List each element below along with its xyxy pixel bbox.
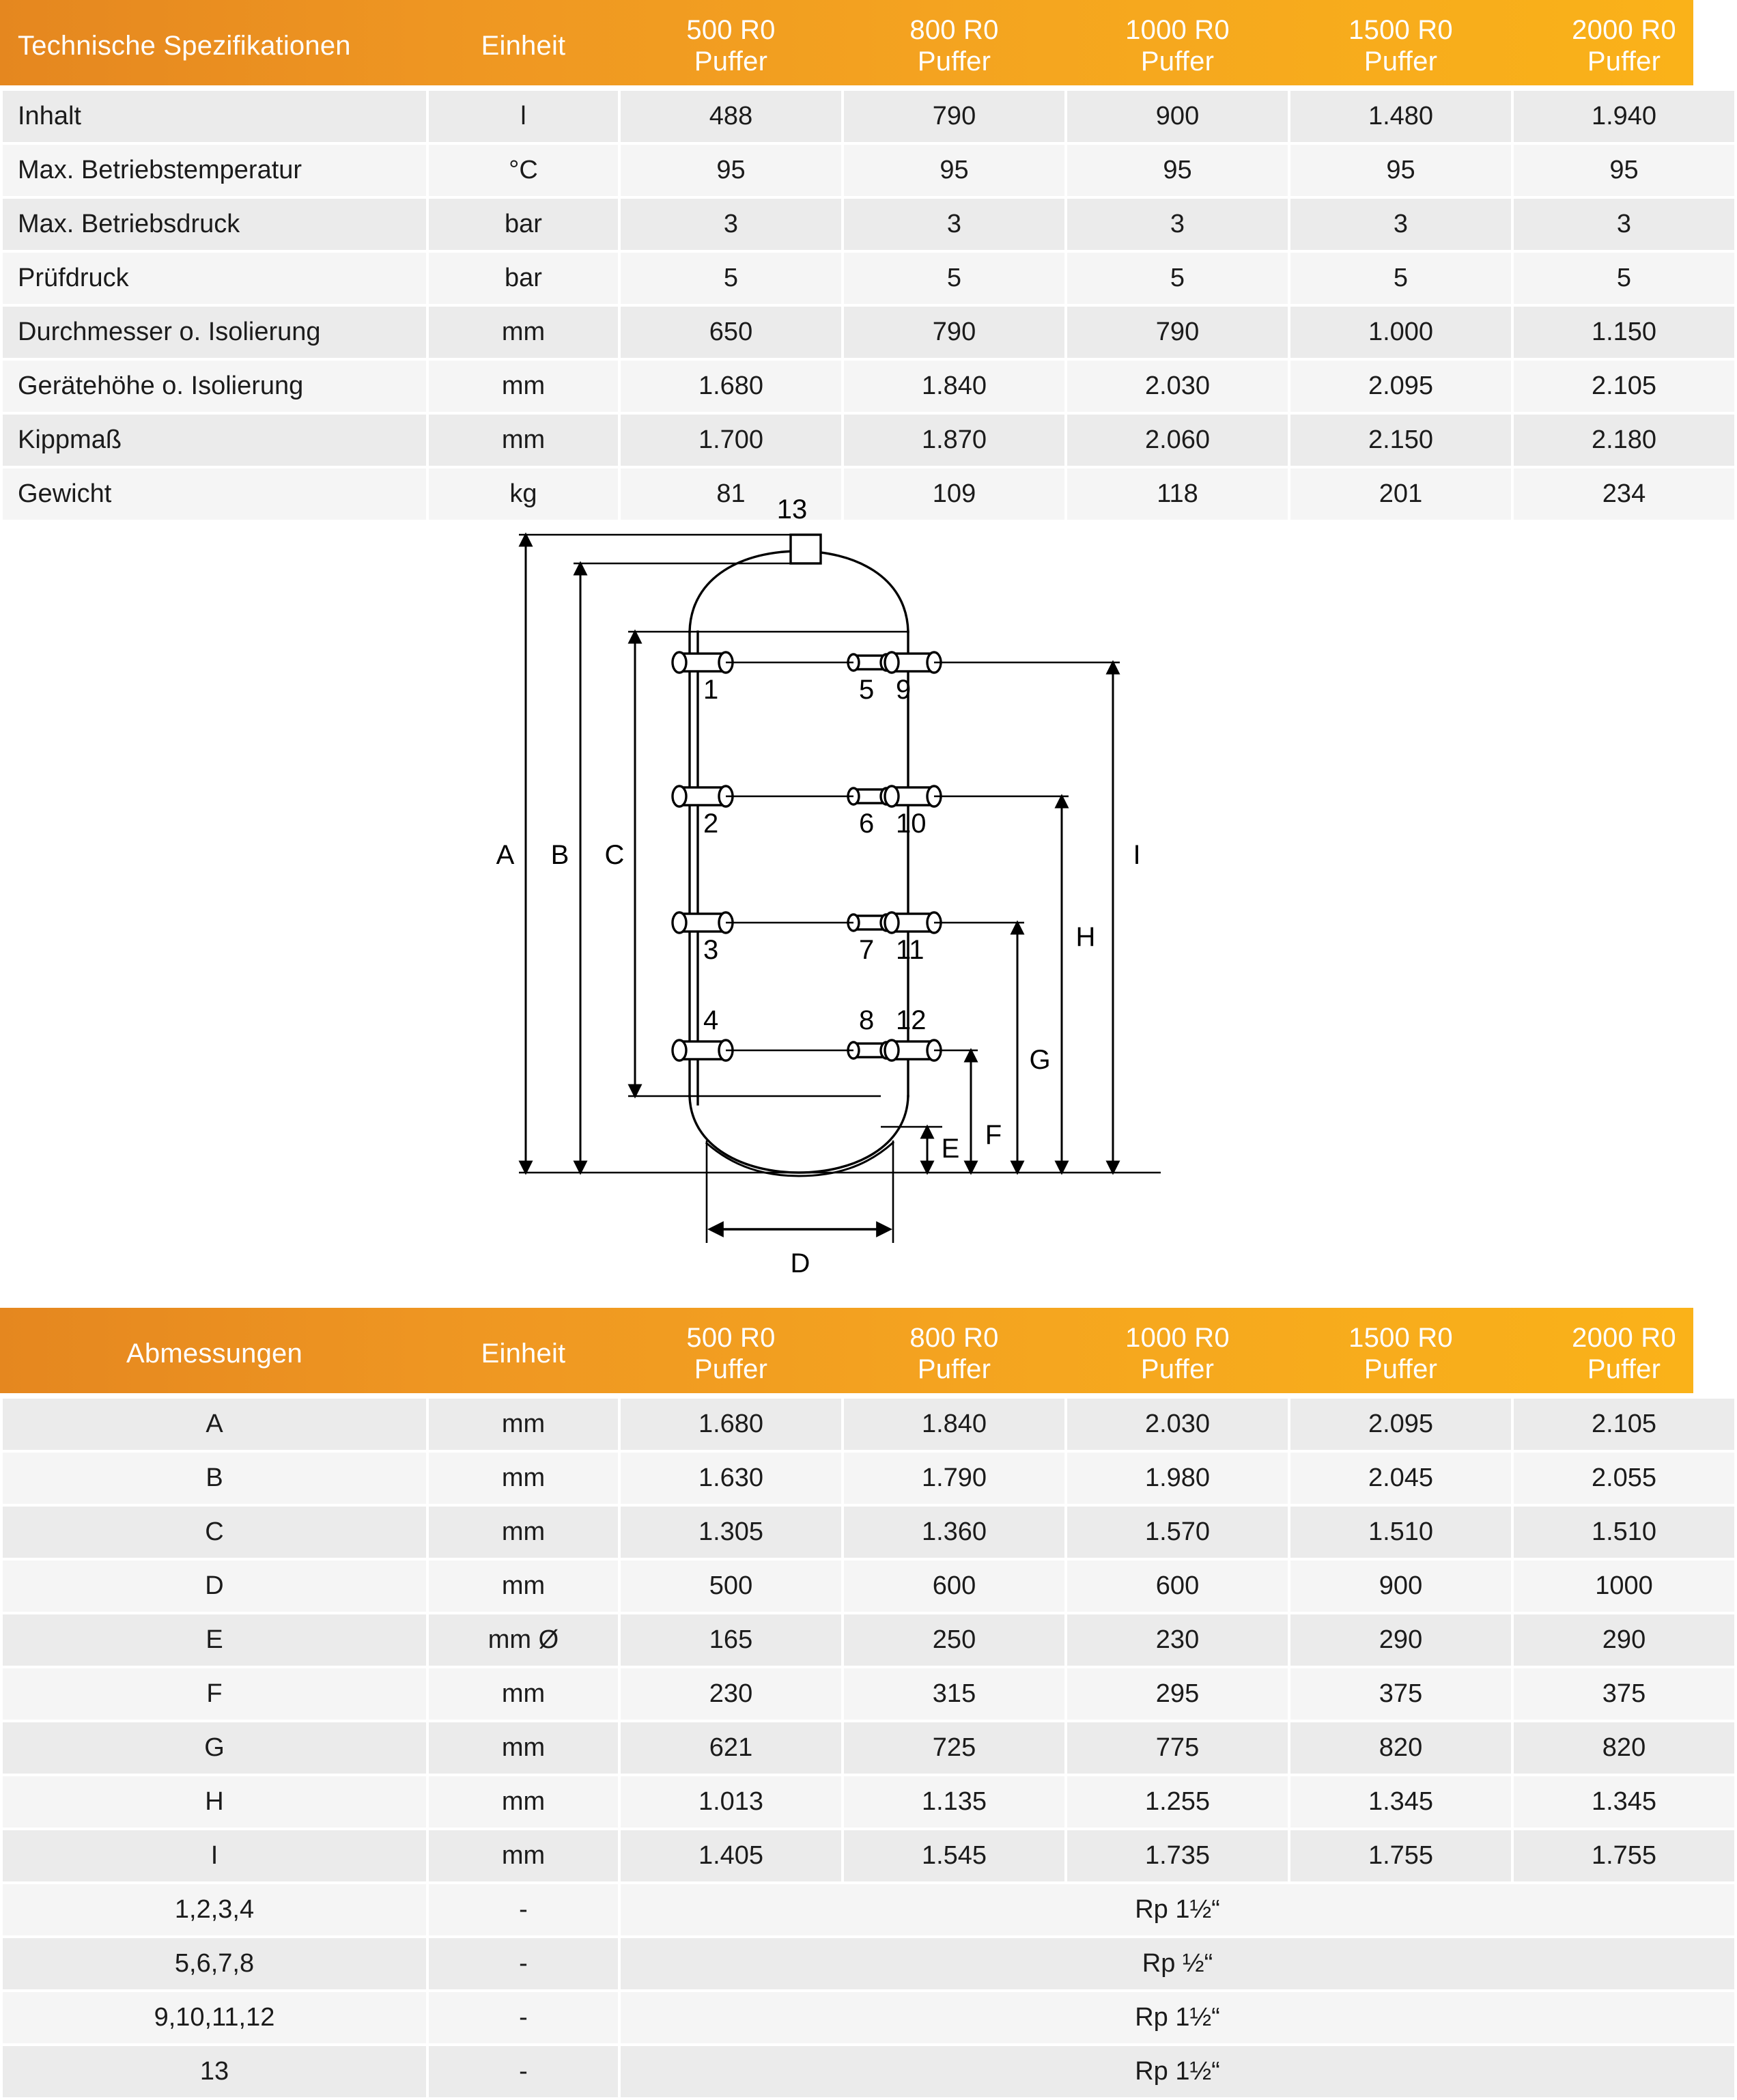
diagram-label-4: 4 (703, 1005, 719, 1035)
dims-row-unit: mm (429, 1560, 618, 1612)
dims-cell-800: 725 (844, 1722, 1064, 1774)
spec-cell-1000: 2.030 (1067, 361, 1288, 412)
diagram-dim-B: B (550, 840, 569, 870)
dims-cell-1000: 295 (1067, 1668, 1288, 1720)
dims-cell-800: 315 (844, 1668, 1064, 1720)
diagram-label-5: 5 (859, 675, 875, 705)
dims-table (0, 1308, 1737, 2100)
spec-cell-2000: 2.180 (1514, 415, 1734, 466)
connection-row-value: Rp ½“ (621, 1938, 1734, 1989)
spec-cell-800: 790 (844, 307, 1064, 358)
spec-header-1500r0 (1290, 3, 1511, 88)
dims-cell-1500: 375 (1290, 1668, 1511, 1720)
dims-row-label: A (3, 1399, 426, 1450)
dims-table-wrapper (0, 1308, 1693, 2100)
dims-cell-1000: 1.255 (1067, 1776, 1288, 1828)
spec-cell-2000: 5 (1514, 253, 1734, 304)
spec-header-title: Technische Spezifikationen (18, 30, 351, 61)
spec-cell-800: 1.870 (844, 415, 1064, 466)
port-nozzle-11 (885, 912, 941, 933)
spec-cell-2000: 3 (1514, 199, 1734, 250)
dims-cell-1500: 900 (1290, 1560, 1511, 1612)
dims-row-label: F (3, 1668, 426, 1720)
spec-cell-2000: 1.150 (1514, 307, 1734, 358)
dims-cell-2000: 375 (1514, 1668, 1734, 1720)
table-row (3, 1776, 1734, 1828)
dims-cell-1000: 1.980 (1067, 1453, 1288, 1504)
dims-header-1500r0-line2: Puffer (1364, 1354, 1438, 1384)
dims-header-800r0-line1: 800 R0 (909, 1322, 999, 1353)
dims-header-2000r0-line2: Puffer (1587, 1354, 1661, 1384)
diagram-dim-D: D (790, 1248, 810, 1278)
spec-cell-1000: 790 (1067, 307, 1288, 358)
dims-cell-1500: 820 (1290, 1722, 1511, 1774)
spec-cell-1500: 1.000 (1290, 307, 1511, 358)
spec-cell-2000: 234 (1514, 468, 1734, 520)
dims-cell-500: 1.405 (621, 1830, 841, 1881)
dims-header-1500r0 (1290, 1311, 1511, 1396)
dims-cell-500: 500 (621, 1560, 841, 1612)
dims-row-label: B (3, 1453, 426, 1504)
dims-cell-1500: 1.345 (1290, 1776, 1511, 1828)
dims-cell-2000: 820 (1514, 1722, 1734, 1774)
table-row (3, 253, 1734, 304)
dims-cell-1500: 2.095 (1290, 1399, 1511, 1450)
table-row (3, 1507, 1734, 1558)
diagram-label-12: 12 (896, 1005, 927, 1035)
spec-cell-800: 95 (844, 145, 1064, 196)
spec-header-800r0 (844, 3, 1064, 88)
dims-cell-500: 1.630 (621, 1453, 841, 1504)
spec-cell-1500: 1.480 (1290, 91, 1511, 142)
dims-row-label: G (3, 1722, 426, 1774)
dims-row-unit: mm (429, 1830, 618, 1881)
dims-cell-800: 600 (844, 1560, 1064, 1612)
dims-row-unit: mm (429, 1453, 618, 1504)
dims-cell-1500: 1.755 (1290, 1830, 1511, 1881)
dims-cell-800: 1.135 (844, 1776, 1064, 1828)
port-nozzle-13 (791, 535, 821, 563)
spec-cell-500: 3 (621, 199, 841, 250)
diagram-label-11: 11 (896, 935, 924, 965)
dims-cell-2000: 290 (1514, 1614, 1734, 1666)
dims-row-label: E (3, 1614, 426, 1666)
table-row (3, 468, 1734, 520)
port-nozzle-1 (673, 652, 733, 673)
spec-header-800r0-line2: Puffer (917, 46, 991, 76)
spec-header-1500r0-line2: Puffer (1364, 46, 1438, 76)
connection-row-value: Rp 1½“ (621, 1884, 1734, 1935)
spec-row-unit: kg (429, 468, 618, 520)
dims-cell-1500: 290 (1290, 1614, 1511, 1666)
spec-cell-1500: 3 (1290, 199, 1511, 250)
spec-header-1000r0-line2: Puffer (1140, 46, 1215, 76)
dims-header-500r0 (621, 1311, 841, 1396)
spec-cell-1500: 5 (1290, 253, 1511, 304)
table-row (3, 145, 1734, 196)
diagram-label-7: 7 (859, 935, 875, 965)
spec-cell-800: 5 (844, 253, 1064, 304)
spec-cell-800: 790 (844, 91, 1064, 142)
dims-table-head (3, 1311, 1734, 1396)
table-row (3, 361, 1734, 412)
spec-row-label: Max. Betriebstemperatur (3, 145, 426, 196)
dims-cell-2000: 1000 (1514, 1560, 1734, 1612)
diagram-label-10: 10 (896, 809, 927, 839)
dims-row-label: I (3, 1830, 426, 1881)
port-nozzle-9 (885, 652, 941, 673)
connection-row-unit: - (429, 1992, 618, 2043)
dims-cell-800: 1.545 (844, 1830, 1064, 1881)
connection-row-label: 9,10,11,12 (3, 1992, 426, 2043)
dims-row-unit: mm (429, 1668, 618, 1720)
dims-header-500r0-line1: 500 R0 (686, 1322, 776, 1353)
table-row (3, 1668, 1734, 1720)
dims-row-unit: mm (429, 1722, 618, 1774)
dims-row-unit: mm (429, 1507, 618, 1558)
spec-header-500r0-line1: 500 R0 (686, 14, 776, 45)
table-row (3, 1722, 1734, 1774)
spec-cell-1000: 2.060 (1067, 415, 1288, 466)
connection-row-unit: - (429, 1938, 618, 1989)
dims-cell-800: 1.360 (844, 1507, 1064, 1558)
spec-row-unit: l (429, 91, 618, 142)
dims-header-1000r0-line1: 1000 R0 (1125, 1322, 1230, 1353)
spec-cell-1000: 3 (1067, 199, 1288, 250)
diagram-label-9: 9 (896, 675, 912, 705)
spec-cell-500: 5 (621, 253, 841, 304)
dims-cell-1500: 2.045 (1290, 1453, 1511, 1504)
spec-header-2000r0 (1514, 3, 1734, 88)
dims-row-label: D (3, 1560, 426, 1612)
diagram-dim-G: G (1029, 1045, 1051, 1075)
spec-cell-1000: 118 (1067, 468, 1288, 520)
dims-cell-500: 1.305 (621, 1507, 841, 1558)
dims-header-500r0-line2: Puffer (694, 1354, 768, 1384)
spec-header-2000r0-line2: Puffer (1587, 46, 1661, 76)
tank-dimension-diagram (0, 494, 1693, 1308)
spec-header-500r0 (621, 3, 841, 88)
dims-table-body (3, 1399, 1734, 2097)
dims-cell-800: 1.840 (844, 1399, 1064, 1450)
dims-cell-1000: 1.570 (1067, 1507, 1288, 1558)
table-row (3, 1992, 1734, 2043)
dims-row-unit: mm (429, 1399, 618, 1450)
dims-header-800r0 (844, 1311, 1064, 1396)
dims-row-label: H (3, 1776, 426, 1828)
dims-header-1500r0-line1: 1500 R0 (1348, 1322, 1453, 1353)
port-nozzle-4 (673, 1040, 733, 1061)
spec-row-label: Max. Betriebsdruck (3, 199, 426, 250)
spec-cell-800: 3 (844, 199, 1064, 250)
dims-row-unit: mm Ø (429, 1614, 618, 1666)
port-nozzle-3 (673, 912, 733, 933)
spec-cell-500: 488 (621, 91, 841, 142)
dims-header-1000r0 (1067, 1311, 1288, 1396)
spec-cell-500: 81 (621, 468, 841, 520)
dims-cell-1000: 1.735 (1067, 1830, 1288, 1881)
diagram-dim-H: H (1075, 922, 1096, 952)
spec-row-label: Durchmesser o. Isolierung (3, 307, 426, 358)
dims-row-label: C (3, 1507, 426, 1558)
spec-header-2000r0-line1: 2000 R0 (1572, 14, 1676, 45)
table-row (3, 91, 1734, 142)
dims-cell-500: 1.680 (621, 1399, 841, 1450)
spec-header-1000r0-line1: 1000 R0 (1125, 14, 1230, 45)
spec-row-label: Gewicht (3, 468, 426, 520)
connection-row-label: 13 (3, 2046, 426, 2097)
spec-table-body (3, 91, 1734, 520)
dims-cell-500: 1.013 (621, 1776, 841, 1828)
spec-table-head (3, 3, 1734, 88)
dims-cell-1000: 775 (1067, 1722, 1288, 1774)
spec-row-unit: bar (429, 253, 618, 304)
spec-table (0, 0, 1737, 522)
connection-row-label: 1,2,3,4 (3, 1884, 426, 1935)
spec-header-1000r0 (1067, 3, 1288, 88)
dims-cell-2000: 1.755 (1514, 1830, 1734, 1881)
port-nozzle-12 (885, 1040, 941, 1061)
connection-row-value: Rp 1½“ (621, 2046, 1734, 2097)
spec-row-unit: mm (429, 415, 618, 466)
diagram-label-6: 6 (859, 809, 875, 839)
spec-row-unit: mm (429, 361, 618, 412)
spec-cell-1000: 5 (1067, 253, 1288, 304)
diagram-label-1: 1 (703, 675, 719, 705)
spec-cell-500: 1.680 (621, 361, 841, 412)
dims-cell-2000: 2.055 (1514, 1453, 1734, 1504)
tank-drawing-svg (0, 494, 1693, 1308)
dims-row-unit: mm (429, 1776, 618, 1828)
table-row (3, 2046, 1734, 2097)
dims-header-2000r0-line1: 2000 R0 (1572, 1322, 1676, 1353)
tank-bottom-dome (690, 1096, 908, 1173)
spec-cell-500: 95 (621, 145, 841, 196)
table-row (3, 1560, 1734, 1612)
port-nozzle-2 (673, 786, 733, 807)
dims-header-unit: Einheit (481, 1338, 566, 1369)
connection-row-unit: - (429, 2046, 618, 2097)
spec-cell-800: 109 (844, 468, 1064, 520)
diagram-label-3: 3 (703, 935, 719, 965)
diagram-dim-F: F (985, 1120, 1002, 1150)
table-row (3, 415, 1734, 466)
connection-row-label: 5,6,7,8 (3, 1938, 426, 1989)
spec-header-500r0-line2: Puffer (694, 46, 768, 76)
spec-row-label: Prüfdruck (3, 253, 426, 304)
dims-cell-1000: 2.030 (1067, 1399, 1288, 1450)
dims-cell-2000: 1.345 (1514, 1776, 1734, 1828)
diagram-dim-E: E (941, 1134, 960, 1164)
dims-cell-1000: 600 (1067, 1560, 1288, 1612)
spec-cell-1500: 95 (1290, 145, 1511, 196)
dims-cell-500: 621 (621, 1722, 841, 1774)
spec-row-label: Kippmaß (3, 415, 426, 466)
spec-cell-1500: 2.150 (1290, 415, 1511, 466)
diagram-dim-C: C (604, 840, 625, 870)
connection-row-unit: - (429, 1884, 618, 1935)
spec-row-unit: mm (429, 307, 618, 358)
spec-cell-1500: 2.095 (1290, 361, 1511, 412)
dims-cell-1500: 1.510 (1290, 1507, 1511, 1558)
table-row (3, 1830, 1734, 1881)
spec-row-label: Gerätehöhe o. Isolierung (3, 361, 426, 412)
spec-header-row (3, 3, 1734, 88)
table-row (3, 1938, 1734, 1989)
diagram-label-13: 13 (776, 494, 808, 524)
diagram-dim-A: A (496, 840, 515, 870)
dims-header-800r0-line2: Puffer (917, 1354, 991, 1384)
diagram-dim-I: I (1133, 840, 1141, 870)
table-row (3, 1453, 1734, 1504)
table-row (3, 1614, 1734, 1666)
spec-header-1500r0-line1: 1500 R0 (1348, 14, 1453, 45)
table-row (3, 199, 1734, 250)
dims-header-1000r0-line2: Puffer (1140, 1354, 1215, 1384)
spec-cell-2000: 1.940 (1514, 91, 1734, 142)
dims-cell-800: 250 (844, 1614, 1064, 1666)
dims-cell-500: 165 (621, 1614, 841, 1666)
spec-cell-800: 1.840 (844, 361, 1064, 412)
table-row (3, 307, 1734, 358)
dims-cell-2000: 2.105 (1514, 1399, 1734, 1450)
dims-cell-500: 230 (621, 1668, 841, 1720)
spec-cell-500: 1.700 (621, 415, 841, 466)
spec-cell-1000: 900 (1067, 91, 1288, 142)
table-row (3, 1884, 1734, 1935)
table-row (3, 1399, 1734, 1450)
dims-cell-800: 1.790 (844, 1453, 1064, 1504)
diagram-label-8: 8 (859, 1005, 875, 1035)
spec-row-unit: bar (429, 199, 618, 250)
spec-header-800r0-line1: 800 R0 (909, 14, 999, 45)
spec-header-unit: Einheit (481, 30, 566, 61)
diagram-label-2: 2 (703, 809, 719, 839)
dims-header-title: Abmessungen (126, 1338, 302, 1369)
dims-header-2000r0 (1514, 1311, 1734, 1396)
dims-header-row (3, 1311, 1734, 1396)
spec-cell-2000: 95 (1514, 145, 1734, 196)
port-nozzle-10 (885, 786, 941, 807)
spec-cell-2000: 2.105 (1514, 361, 1734, 412)
connection-row-value: Rp 1½“ (621, 1992, 1734, 2043)
spec-cell-1500: 201 (1290, 468, 1511, 520)
spec-row-unit: °C (429, 145, 618, 196)
spec-row-label: Inhalt (3, 91, 426, 142)
spec-cell-500: 650 (621, 307, 841, 358)
spec-table-wrapper (0, 0, 1693, 522)
dims-cell-1000: 230 (1067, 1614, 1288, 1666)
spec-cell-1000: 95 (1067, 145, 1288, 196)
dims-cell-2000: 1.510 (1514, 1507, 1734, 1558)
